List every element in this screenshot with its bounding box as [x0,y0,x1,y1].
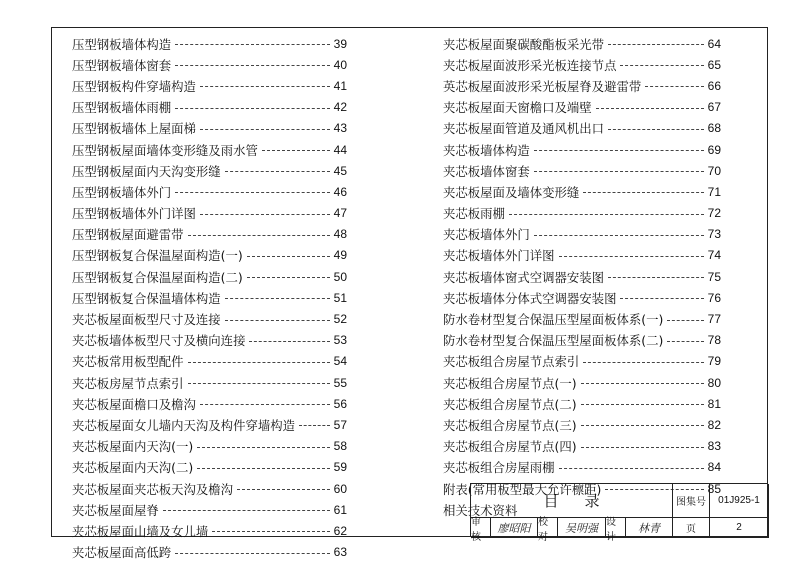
toc-entry-page: 43 [333,121,347,136]
toc-entry-title: 夹芯板组合房屋节点(二) [443,396,577,412]
toc-leader-line [299,425,330,426]
toc-entry [72,478,347,499]
toc-entry [72,54,347,75]
toc-entry-page: 62 [333,523,347,538]
toc-entry-page: 40 [333,57,347,72]
toc-entry-title: 夹芯板屋面山墙及女儿墙 [72,523,209,539]
toc-entry-page: 53 [333,333,347,348]
toc-entry-page: 48 [333,227,347,242]
toc-leader-line [620,65,703,66]
toc-entry-title: 夹芯板屋面及墙体变形缝 [443,184,580,200]
toc-entry-page: 82 [707,417,721,432]
toc-leader-line [188,383,330,384]
toc-entry [443,118,721,139]
toc-entry [443,181,721,202]
toc-entry-title: 夹芯板组合房屋节点(三) [443,417,577,433]
toc-entry [443,308,721,329]
toc-entry-page: 50 [333,269,347,284]
toc-leader-line [247,256,330,257]
toc-leader-line [237,489,330,490]
toc-entry-title: 英芯板屋面波形采光板屋脊及避雷带 [443,78,642,94]
toc-entry-page: 49 [333,248,347,263]
review-label: 审核 [471,518,491,538]
toc-entry-title: 压型钢板构件穿墙构造 [72,78,196,94]
toc-leader-line [197,468,329,469]
toc-entry-page: 60 [333,481,347,496]
toc-entry-page: 72 [707,206,721,221]
toc-leader-line [608,44,704,45]
toc-entry-title: 压型钢板墙体构造 [72,36,172,52]
toc-entry-title: 压型钢板屋面内天沟变形缝 [72,163,221,179]
toc-entry [443,33,721,54]
design-signature: 林青 [626,518,673,538]
toc-entry-title: 夹芯板屋面女儿墙内天沟及构件穿墙构造 [72,417,296,433]
toc-entry-title: 夹芯板屋面天窗檐口及端壁 [443,100,592,116]
toc-leader-line [581,404,704,405]
toc-leader-line [247,277,330,278]
toc-leader-line [534,171,704,172]
toc-entry-page: 47 [333,206,347,221]
toc-entry-title: 夹芯板雨棚 [443,206,505,222]
toc-leader-line [667,341,703,342]
toc-leader-line [509,214,704,215]
toc-entry-page: 77 [707,312,721,327]
toc-entry [72,499,347,520]
toc-entry-title: 夹芯板墙体构造 [443,142,530,158]
toc-entry-title: 夹芯板墙体外门详图 [443,248,555,264]
toc-entry [443,97,721,118]
toc-entry [72,308,347,329]
toc-entry-title: 夹芯板组合房屋节点(四) [443,439,577,455]
toc-leader-line [175,553,330,554]
toc-leader-line [581,447,704,448]
toc-entry-page: 85 [707,481,721,496]
toc-entry-title: 压型钢板复合保温屋面构造(一) [72,248,243,264]
toc-leader-line [200,404,330,405]
toc-entry-title: 夹芯板屋面内天沟(一) [72,439,194,455]
toc-leader-line [559,256,704,257]
toc-entry [443,54,721,75]
toc-entry-title: 夹芯板屋面管道及通风机出口 [443,121,605,137]
toc-entry-page: 79 [707,354,721,369]
toc-entry-page: 39 [333,36,347,51]
toc-leader-line [620,298,703,299]
toc-leader-line [163,510,330,511]
toc-entry-page: 46 [333,184,347,199]
toc-entry-title: 压型钢板墙体上屋面梯 [72,121,196,137]
toc-entry-page: 51 [333,290,347,305]
toc-entry [72,436,347,457]
toc-entry [443,393,721,414]
toc-entry-title: 夹芯板屋面聚碳酸酯板采光带 [443,36,605,52]
toc-leader-line [645,86,703,87]
toc-entry [443,245,721,266]
toc-entry-title: 夹芯板组合房屋雨棚 [443,460,555,476]
design-label: 设计 [606,518,626,538]
toc-entry [72,351,347,372]
toc-entry-page: 57 [333,417,347,432]
toc-entry [443,372,721,393]
check-signature: 吴明强 [558,518,606,538]
toc-entry [72,160,347,181]
toc-entry-page: 55 [333,375,347,390]
page-label: 页 [673,518,710,538]
atlas-label: 图集号 [673,484,710,518]
toc-entry-title: 压型钢板墙体外门详图 [72,206,196,222]
toc-entry-page: 58 [333,439,347,454]
toc-leader-line [200,86,330,87]
toc-entry-page: 74 [707,248,721,263]
toc-entry [443,351,721,372]
toc-entry-title: 夹芯板墙体窗式空调器安装图 [443,269,605,285]
toc-entry-title: 压型钢板复合保温墙体构造 [72,290,221,306]
toc-entry [72,287,347,308]
toc-entry-title: 夹芯板屋面板型尺寸及连接 [72,312,221,328]
toc-entry-title: 附表(常用板型最大允许檩距) [443,481,602,497]
toc-entry-title: 压型钢板墙体外门 [72,184,172,200]
toc-leader-line [197,447,329,448]
toc-entry-page: 65 [707,57,721,72]
toc-entry-page: 68 [707,121,721,136]
toc-leader-line [175,65,330,66]
toc-entry-title: 夹芯板屋面高低跨 [72,545,172,561]
toc-entry-page: 75 [707,269,721,284]
toc-entry-page: 81 [707,396,721,411]
toc-entry [443,266,721,287]
toc-entry-page: 59 [333,460,347,475]
toc-entry [72,75,347,96]
toc-entry-title: 夹芯板房屋节点索引 [72,375,184,391]
page-number: 2 [710,518,769,538]
toc-leader-line [608,129,704,130]
atlas-number: 01J925-1 [710,484,769,518]
toc-entry [72,266,347,287]
toc-entry-title: 夹芯板墙体外门 [443,227,530,243]
toc-entry-title: 压型钢板屋面墙体变形缝及雨水管 [72,142,258,158]
toc-leader-line [608,277,704,278]
toc-entry-page: 83 [707,439,721,454]
toc-entry-page: 71 [707,184,721,199]
toc-entry-title: 夹芯板墙体板型尺寸及横向连接 [72,333,246,349]
toc-leader-line [534,150,704,151]
toc-entry-page: 66 [707,78,721,93]
toc-right-column [443,33,721,520]
toc-entry-title: 防水卷材型复合保温压型屋面板体系(二) [443,333,664,349]
review-signature: 廖昭阳 [491,518,538,538]
toc-leader-line [188,362,330,363]
toc-entry [72,33,347,54]
toc-entry-page: 41 [333,78,347,93]
toc-entry-page: 61 [333,502,347,517]
toc-entry-title: 相关技术资料 [443,502,518,518]
toc-leader-line [200,214,330,215]
toc-entry [72,224,347,245]
toc-entry [72,245,347,266]
toc-entry-title: 夹芯板常用板型配件 [72,354,184,370]
toc-entry [443,457,721,478]
toc-entry [443,330,721,351]
toc-entry-title: 防水卷材型复合保温压型屋面板体系(一) [443,312,664,328]
toc-entry-page: 78 [707,333,721,348]
toc-entry-title: 夹芯板墙体窗套 [443,163,530,179]
toc-entry-title: 夹芯板组合房屋节点(一) [443,375,577,391]
toc-entry [72,393,347,414]
toc-entry-title: 压型钢板屋面避雷带 [72,227,184,243]
toc-entry-page: 42 [333,100,347,115]
toc-entry-page: 69 [707,142,721,157]
toc-leader-line [667,320,703,321]
toc-leader-line [200,129,330,130]
toc-leader-line [225,171,330,172]
toc-leader-line [583,362,703,363]
toc-leader-line [559,468,704,469]
toc-leader-line [175,108,330,109]
toc-entry [72,181,347,202]
toc-entry [72,520,347,541]
toc-entry-page: 67 [707,100,721,115]
toc-entry-title: 夹芯板屋面夹芯板天沟及檐沟 [72,481,234,497]
toc-entry-page: 76 [707,290,721,305]
toc-entry-page: 44 [333,142,347,157]
toc-left-column [72,33,347,563]
toc-entry-page: 64 [707,36,721,51]
toc-entry-title: 夹芯板墙体分体式空调器安装图 [443,290,617,306]
toc-leader-line [534,235,704,236]
toc-leader-line [249,341,329,342]
toc-entry [72,97,347,118]
toc-leader-line [581,425,704,426]
check-label: 校对 [538,518,558,538]
toc-entry [72,457,347,478]
toc-leader-line [188,235,330,236]
toc-entry-page: 84 [707,460,721,475]
toc-leader-line [581,383,704,384]
toc-entry-page: 80 [707,375,721,390]
toc-entry [72,372,347,393]
toc-entry [72,118,347,139]
toc-entry-page: 70 [707,163,721,178]
toc-leader-line [225,320,330,321]
toc-entry [72,203,347,224]
title-block [470,483,768,543]
toc-entry-title: 压型钢板墙体窗套 [72,57,172,73]
toc-entry [72,542,347,563]
toc-leader-line [596,108,704,109]
toc-entry-title: 夹芯板屋面屋脊 [72,502,159,518]
toc-entry [72,414,347,435]
toc-entry [443,287,721,308]
toc-leader-line [212,531,329,532]
toc-entry [72,139,347,160]
toc-entry [443,203,721,224]
toc-entry [443,75,721,96]
toc-entry [443,436,721,457]
toc-entry-title: 夹芯板组合房屋节点索引 [443,354,580,370]
toc-entry [443,160,721,181]
title-block-title: 目录 [471,484,673,518]
toc-entry [443,414,721,435]
toc-entry [443,224,721,245]
toc-entry-page: 54 [333,354,347,369]
toc-entry-title: 压型钢板复合保温屋面构造(二) [72,269,243,285]
toc-entry [443,139,721,160]
toc-entry-page: 73 [707,227,721,242]
toc-entry-title: 夹芯板屋面波形采光板连接节点 [443,57,617,73]
toc-entry-page: 63 [333,545,347,560]
toc-entry-title: 压型钢板墙体雨棚 [72,100,172,116]
toc-entry-title: 夹芯板屋面檐口及檐沟 [72,396,196,412]
toc-entry-title: 夹芯板屋面内天沟(二) [72,460,194,476]
toc-entry-page: 52 [333,312,347,327]
toc-leader-line [583,192,703,193]
toc-entry [72,330,347,351]
toc-leader-line [175,192,330,193]
toc-leader-line [262,150,330,151]
toc-leader-line [175,44,330,45]
toc-entry-page: 45 [333,163,347,178]
toc-entry-page: 56 [333,396,347,411]
toc-leader-line [225,298,330,299]
